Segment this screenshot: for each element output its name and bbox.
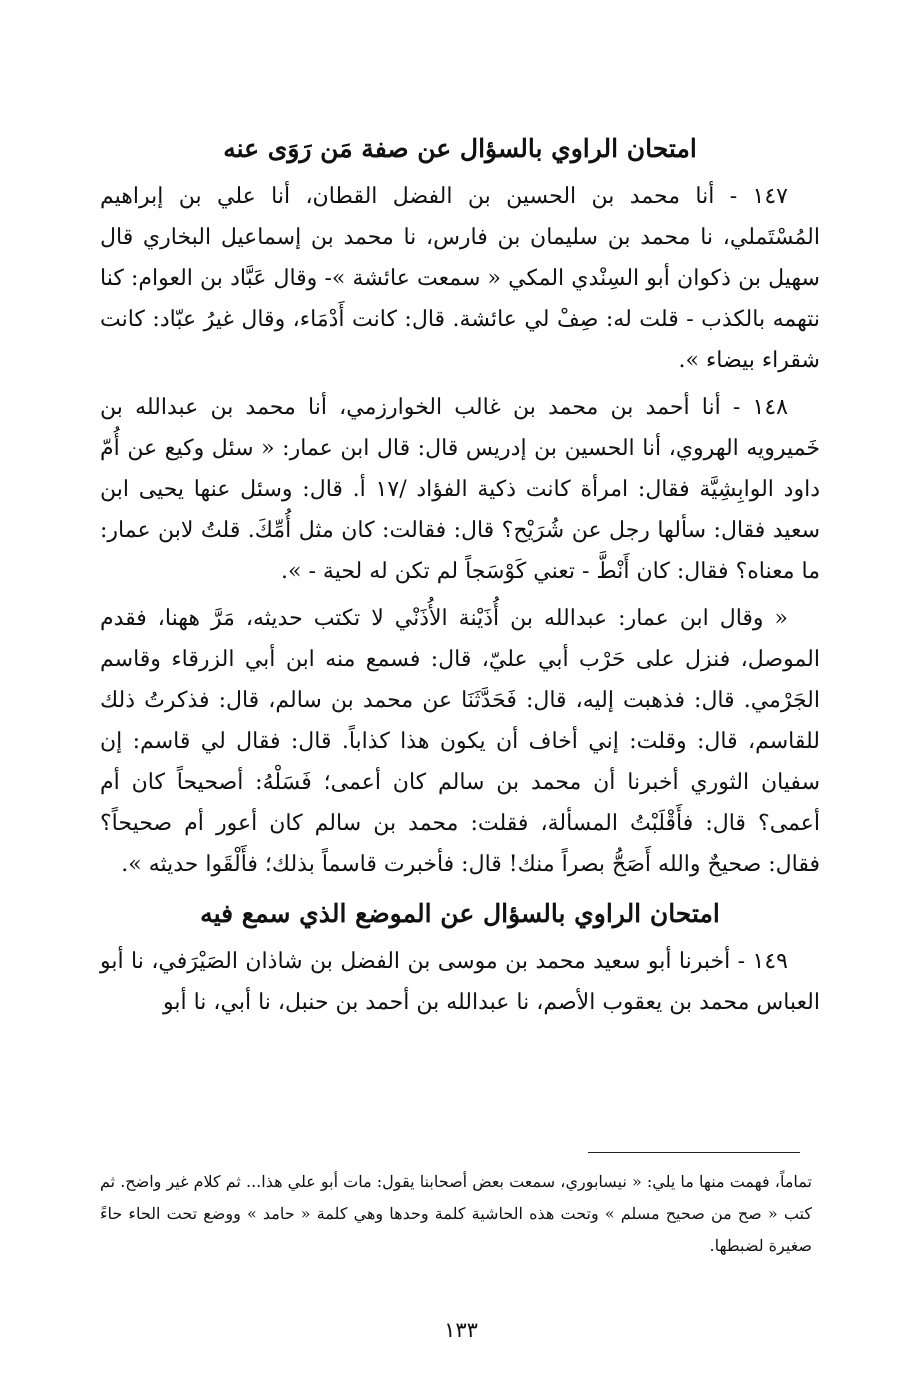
- paragraph-149: ١٤٩ - أخبرنا أبو سعيد محمد بن موسى بن الفضل بن شاذان الصَيْرَفي، نا أبو العباس محمد بن يعقوب الأصم، نا عبدالله بن أحمد بن حنبل، نا أبي، نا أبو: [100, 949, 820, 1015]
- section-heading-examining-place-of-hearing: امتحان الراوي بالسؤال عن الموضع الذي سمع فيه: [200, 899, 720, 928]
- paragraph-147: ١٤٧ - أنا محمد بن الحسين بن الفضل القطان، أنا علي بن إبراهيم المُسْتَملي، نا محمد بن سليمان بن فارس، نا محمد بن إسماعيل البخاري قال سهيل بن ذكوان أبو السِنْدي المكي « سمعت عائشة »- وقال عَبَّاد بن العوام: كنا نتهمه بالكذب - قلت له: صِفْ لي عائشة. قال: كانت أَدْمَاء، وقال غيرُ عبّاد: كانت شقراء بيضاء ».: [100, 184, 820, 373]
- page-number: ١٣٣: [444, 1318, 478, 1342]
- section-heading-examining-narrator-description: امتحان الراوي بالسؤال عن صفة مَن رَوَى عنه: [223, 134, 697, 163]
- footnote-divider: [588, 1152, 800, 1153]
- paragraph-148-continued: « وقال ابن عمار: عبدالله بن أُذَيْنة الأُذَنْي لا تكتب حديثه، مَرَّ ههنا، فقدم الموصل، فنزل على حَرْب أبي عليّ، قال: فسمع منه ابن أبي الزرقاء وقاسم الجَرْمي. قال: فذهبت إليه، قال: فَحَدَّثَنَا عن محمد بن سالم، قال: فذكرتُ ذلك للقاسم، قال: وقلت: إني أخاف أن يكون هذا كذاباً. قال: فقال لي قاسم: إن سفيان الثوري أخبرنا أن محمد بن سالم كان أعمى؛ فَسَلْهُ: أصحيحاً كان أم أعمى؟ قال: فأَقْلَبْتُ المسألة، فقلت: محمد بن سالم كان أعور أم صحيحاً؟ فقال: صحيحٌ والله أَصَحُّ بصراً منك! قال: فأخبرت قاسماً بذلك؛ فأَلْقَوا حديثه ».: [100, 606, 820, 877]
- paragraph-148: ١٤٨ - أنا أحمد بن محمد بن غالب الخوارزمي، أنا محمد بن عبدالله بن خَميرويه الهروي، أنا الحسين بن إدريس قال: قال ابن عمار: « سئل وكيع عن أُمّ داود الوابِشِيَّة فقال: امرأة كانت ذكية الفؤاد /١٧ أ. قال: وسئل عنها يحيى ابن سعيد فقال: سألها رجل عن شُرَيْح؟ قال: فقالت: كان مثل أُمِّكَ. قلتُ لابن عمار: ما معناه؟ فقال: كان أَنْطَّ - تعني كَوْسَجاً لم تكن له لحية - ».: [100, 395, 820, 584]
- footnote-text: تماماً، فهمت منها ما يلي: « نيسابوري، سمعت بعض أصحابنا يقول: مات أبو علي هذا... ثم كلام غير واضح. ثم كتب « صح من صحيح مسلم » وتحت هذه الحاشية كلمة وحدها وهي كلمة « حامد » ووضع تحت الحاء حاءً صغيرة لضبطها.: [100, 1172, 812, 1255]
- page-body: [100, 120, 820, 1029]
